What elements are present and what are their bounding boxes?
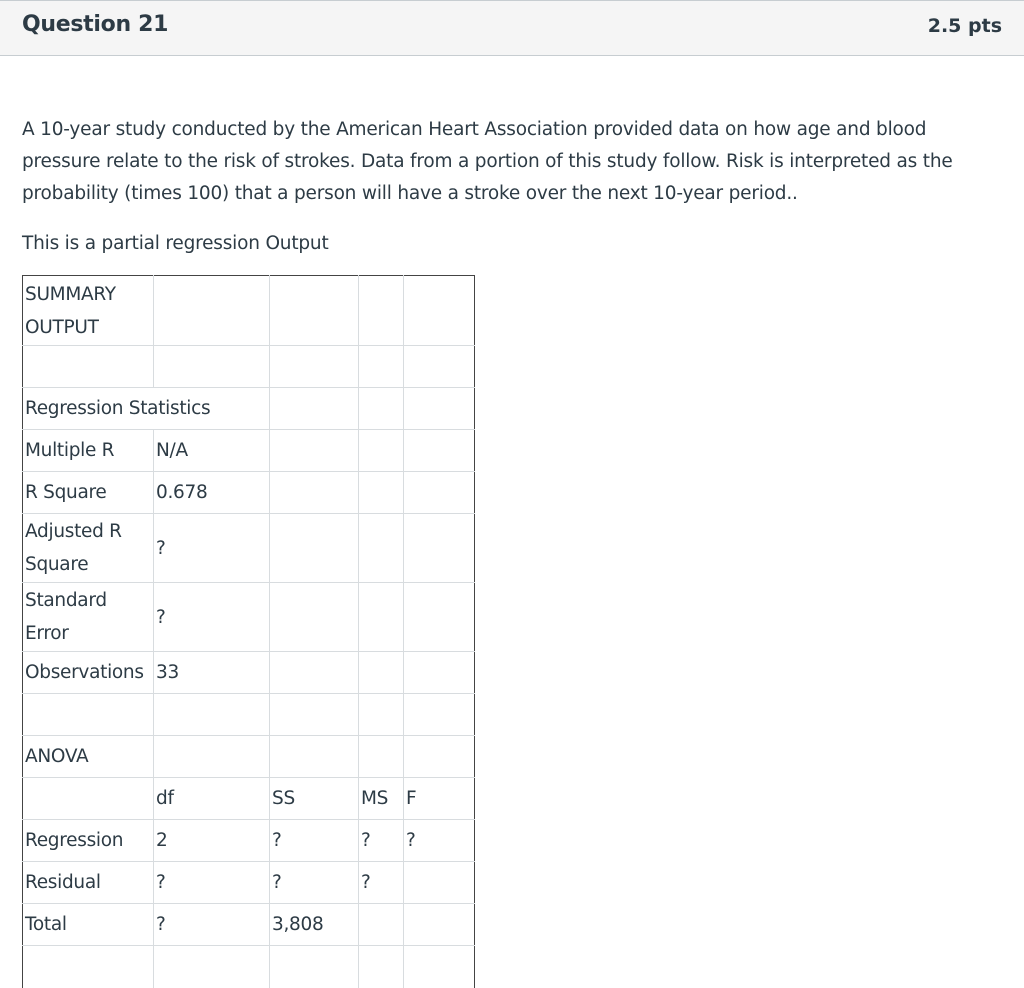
table-cell: [359, 514, 404, 583]
table-cell: df: [154, 778, 270, 820]
table-cell: [154, 946, 270, 988]
table-cell: ?: [154, 862, 270, 904]
table-cell: [404, 430, 475, 472]
table-cell: Regression: [23, 820, 154, 862]
table-cell: [359, 388, 404, 430]
table-cell: Adjusted R Square: [23, 514, 154, 583]
question-points: 2.5 pts: [927, 15, 1002, 37]
table-cell: 33: [154, 652, 270, 694]
table-cell: [23, 946, 154, 988]
table-row: [23, 820, 475, 862]
table-cell: [359, 472, 404, 514]
table-cell: SS: [270, 778, 359, 820]
table-cell: ?: [359, 820, 404, 862]
table-cell: [270, 694, 359, 736]
table-cell: ANOVA: [23, 736, 154, 778]
table-cell: 0.678: [154, 472, 270, 514]
table-cell: MS: [359, 778, 404, 820]
table-cell: [270, 276, 359, 346]
table-cell: Residual: [23, 862, 154, 904]
table-cell: [359, 946, 404, 988]
table-cell: ?: [154, 514, 270, 583]
table-cell: [270, 583, 359, 652]
table-cell: [359, 346, 404, 388]
table-cell: R Square: [23, 472, 154, 514]
table-cell: [404, 736, 475, 778]
question-subtext: This is a partial regression Output: [22, 233, 329, 254]
table-cell: [359, 694, 404, 736]
table-cell: [23, 778, 154, 820]
table-cell: N/A: [154, 430, 270, 472]
table-cell: [404, 946, 475, 988]
table-cell: Total: [23, 904, 154, 946]
table-row: [23, 583, 475, 652]
table-cell: [154, 346, 270, 388]
table-cell: [270, 652, 359, 694]
table-cell: [404, 276, 475, 346]
table-cell: [359, 276, 404, 346]
table-cell: [359, 652, 404, 694]
table-cell: [404, 388, 475, 430]
table-cell: [270, 472, 359, 514]
table-cell: [404, 472, 475, 514]
table-row: [23, 276, 475, 346]
table-cell: [404, 514, 475, 583]
table-row: [23, 862, 475, 904]
table-cell: [359, 430, 404, 472]
table-cell: [404, 862, 475, 904]
table-cell: Regression Statistics: [23, 388, 270, 430]
table-cell: [154, 694, 270, 736]
table-cell: 2: [154, 820, 270, 862]
question-text: A 10-year study conducted by the American Heart Association provided data on how age and blood pressure relate to the risk of strokes. Data from a portion of this study follow. Risk is interpreted as the probability (times 100) that a person will have a stroke over the next 10-year period..: [22, 119, 953, 204]
table-row: [23, 736, 475, 778]
table-cell: [154, 276, 270, 346]
table-row: [23, 472, 475, 514]
table-cell: [404, 346, 475, 388]
table-row: [23, 778, 475, 820]
table-cell: [404, 694, 475, 736]
table-cell: ?: [270, 862, 359, 904]
table-cell: F: [404, 778, 475, 820]
table-cell: [404, 652, 475, 694]
table-cell: ?: [404, 820, 475, 862]
table-cell: [23, 346, 154, 388]
table-row: [23, 904, 475, 946]
table-cell: [359, 904, 404, 946]
table-cell: [270, 430, 359, 472]
table-row: [23, 346, 475, 388]
table-cell: Standard Error: [23, 583, 154, 652]
table-row: [23, 652, 475, 694]
table-cell: [359, 583, 404, 652]
table-row: [23, 694, 475, 736]
table-cell: [270, 946, 359, 988]
table-cell: ?: [154, 904, 270, 946]
table-cell: ?: [359, 862, 404, 904]
table-row: [23, 514, 475, 583]
table-cell: [270, 736, 359, 778]
table-cell: [404, 583, 475, 652]
table-cell: SUMMARY OUTPUT: [23, 276, 154, 346]
table-cell: Multiple R: [23, 430, 154, 472]
table-row: [23, 430, 475, 472]
table-cell: [270, 388, 359, 430]
table-row: [23, 946, 475, 988]
regression-output-table: [22, 275, 475, 988]
table-cell: [404, 904, 475, 946]
table-cell: ?: [270, 820, 359, 862]
question-header: [0, 0, 1024, 56]
table-cell: [23, 694, 154, 736]
table-row: [23, 388, 475, 430]
table-cell: [270, 346, 359, 388]
table-cell: Observations: [23, 652, 154, 694]
table-cell: 3,808: [270, 904, 359, 946]
table-cell: [154, 736, 270, 778]
question-title: Question 21: [22, 12, 169, 37]
table-cell: ?: [154, 583, 270, 652]
table-cell: [359, 736, 404, 778]
table-cell: [270, 514, 359, 583]
